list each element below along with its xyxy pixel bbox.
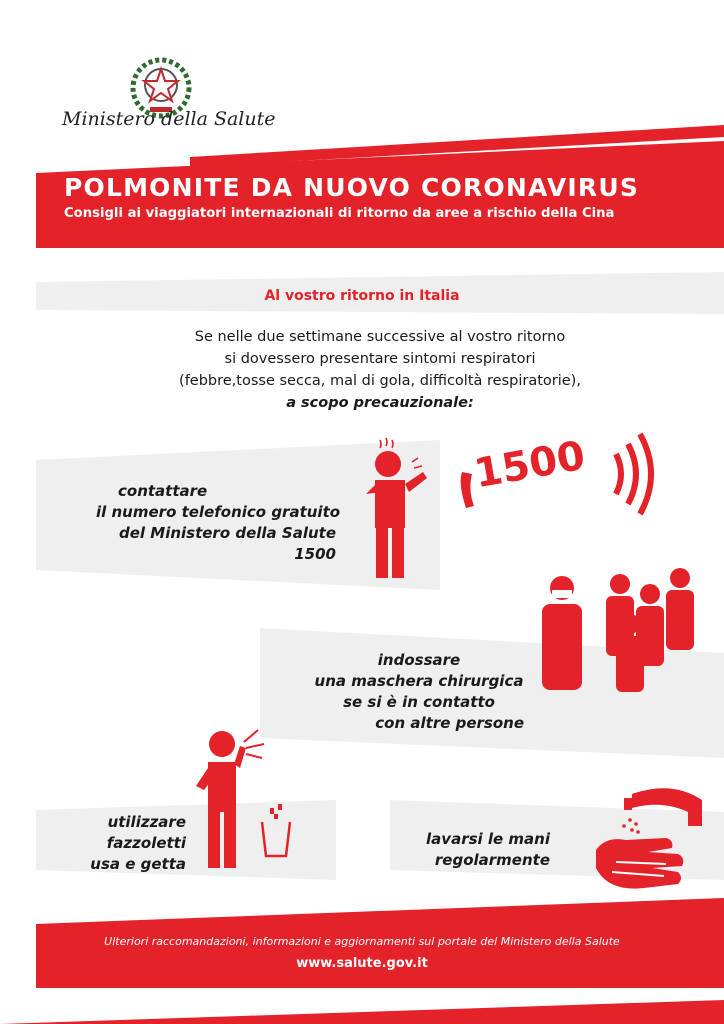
advice-call-number: 1500 [294,545,336,563]
advice-tissues [66,812,186,875]
advice-tissues-line: usa e getta [90,855,186,873]
phone-number-graphic [450,432,660,522]
intro-line: (febbre,tosse secca, mal di gola, difficoltà respiratorie), [179,373,581,389]
advice-mask-line: una maschera chirurgica [314,672,524,690]
advice-mask-line: indossare [377,651,461,669]
footer-url[interactable]: www.salute.gov.it [296,956,428,971]
coughing-person-icon [350,432,440,582]
intro-text [90,326,670,414]
intro-line: Se nelle due settimane successive al vostro ritorno [194,329,566,345]
footer-note: Ulteriori raccomandazioni, informazioni e aggiornamenti sul portale del Ministero della Salute [104,935,620,948]
people-group-mask-icon [532,566,710,694]
advice-mask-line: con altre persone [375,714,524,732]
advice-call [96,481,341,565]
advice-call-line: il numero telefonico gratuito [96,503,341,521]
advice-call-line: del Ministero della Salute [119,524,336,542]
main-title: POLMONITE DA NUOVO CORONAVIRUS [64,173,640,202]
intro-emphasis: a scopo precauzionale: [286,395,474,411]
intro-line: si dovessero presentare sintomi respiratori [224,351,536,367]
advice-wash-line: regolarmente [434,851,550,869]
advice-tissues-line: fazzoletti [106,834,186,852]
ministry-name: Ministero della Salute [62,108,276,130]
advice-tissues-line: utilizzare [107,813,186,831]
advice-wash [410,829,550,871]
advice-wash-line: lavarsi le mani [426,830,550,848]
advice-call-line: contattare [118,482,208,500]
advice-mask [314,650,524,734]
advice-mask-line: se si è in contatto [343,693,495,711]
subtitle: Consigli ai viaggiatori internazionali di ritorno da aree a rischio della Cina [64,206,615,221]
waste-bin-icon [258,800,294,860]
section-heading: Al vostro ritorno in Italia [264,288,460,304]
hand-washing-icon [582,780,722,900]
phone-number: 1500 [470,432,589,498]
